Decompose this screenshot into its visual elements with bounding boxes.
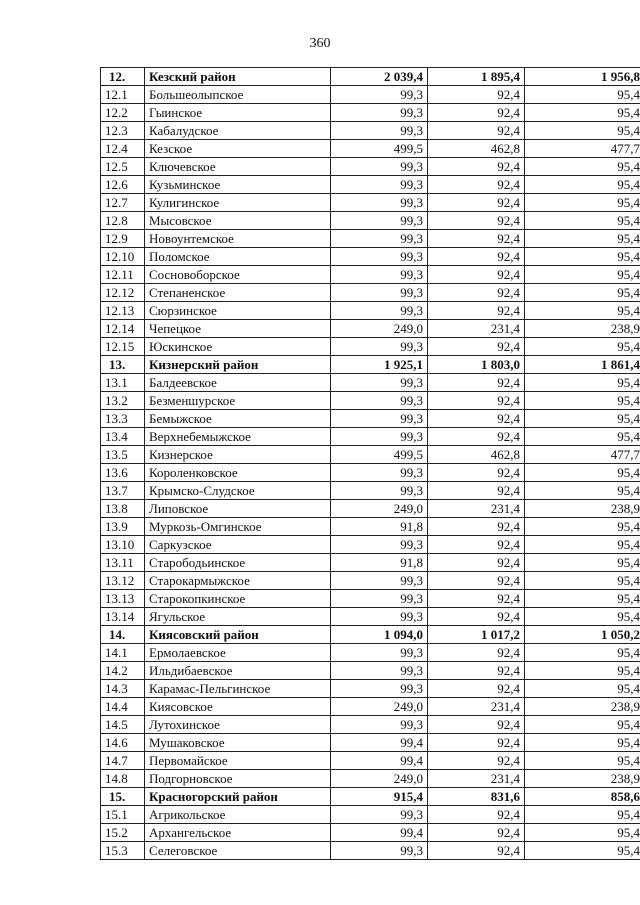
row-number: 12.14 (101, 320, 145, 338)
table-row (101, 158, 640, 176)
value-year-2: 92,4 (428, 554, 525, 572)
municipality-name: Липовское (145, 500, 331, 518)
municipality-name: Кузьминское (145, 176, 331, 194)
table-row (101, 176, 640, 194)
value-year-3: 1 861,4 (525, 356, 640, 374)
value-year-2: 92,4 (428, 410, 525, 428)
value-year-3: 95,4 (525, 590, 640, 608)
value-year-1: 99,3 (331, 680, 428, 698)
municipality-name: Саркузское (145, 536, 331, 554)
municipality-name: Кабалудское (145, 122, 331, 140)
value-year-2: 1 895,4 (428, 68, 525, 86)
municipality-name: Кизнерское (145, 446, 331, 464)
table-row (101, 140, 640, 158)
table-row (101, 248, 640, 266)
table-row (101, 842, 640, 860)
row-number: 13.10 (101, 536, 145, 554)
value-year-3: 95,4 (525, 428, 640, 446)
row-number: 12.1 (101, 86, 145, 104)
value-year-3: 95,4 (525, 482, 640, 500)
municipality-name: Мушаковское (145, 734, 331, 752)
value-year-1: 99,3 (331, 392, 428, 410)
value-year-1: 99,3 (331, 428, 428, 446)
value-year-3: 95,4 (525, 158, 640, 176)
value-year-2: 92,4 (428, 392, 525, 410)
value-year-2: 462,8 (428, 446, 525, 464)
value-year-3: 95,4 (525, 554, 640, 572)
municipality-name: Гыинское (145, 104, 331, 122)
table-row (101, 302, 640, 320)
municipality-name: Старокопкинское (145, 590, 331, 608)
value-year-2: 92,4 (428, 374, 525, 392)
row-number: 14.2 (101, 662, 145, 680)
row-number: 13.3 (101, 410, 145, 428)
row-number: 12.6 (101, 176, 145, 194)
value-year-3: 95,4 (525, 518, 640, 536)
row-number: 13.1 (101, 374, 145, 392)
table-row (101, 734, 640, 752)
value-year-1: 249,0 (331, 698, 428, 716)
row-number: 13.4 (101, 428, 145, 446)
value-year-2: 92,4 (428, 518, 525, 536)
value-year-2: 92,4 (428, 662, 525, 680)
value-year-1: 99,3 (331, 212, 428, 230)
municipality-name: Кулигинское (145, 194, 331, 212)
municipality-name: Кезский район (145, 68, 331, 86)
budget-table (100, 67, 640, 860)
value-year-1: 99,3 (331, 716, 428, 734)
value-year-2: 92,4 (428, 248, 525, 266)
row-number: 13. (101, 356, 145, 374)
row-number: 14.5 (101, 716, 145, 734)
row-number: 12.7 (101, 194, 145, 212)
value-year-1: 99,3 (331, 572, 428, 590)
value-year-3: 95,4 (525, 464, 640, 482)
table-row (101, 698, 640, 716)
municipality-name: Поломское (145, 248, 331, 266)
row-number: 12.12 (101, 284, 145, 302)
value-year-1: 99,3 (331, 302, 428, 320)
value-year-2: 1 017,2 (428, 626, 525, 644)
row-number: 15.2 (101, 824, 145, 842)
table-row (101, 536, 640, 554)
value-year-1: 91,8 (331, 554, 428, 572)
value-year-1: 499,5 (331, 140, 428, 158)
row-number: 12.11 (101, 266, 145, 284)
row-number: 13.7 (101, 482, 145, 500)
row-number: 12.4 (101, 140, 145, 158)
value-year-2: 92,4 (428, 680, 525, 698)
table-row (101, 824, 640, 842)
value-year-2: 92,4 (428, 572, 525, 590)
value-year-3: 95,4 (525, 194, 640, 212)
table-row (101, 338, 640, 356)
value-year-2: 92,4 (428, 302, 525, 320)
table-row (101, 212, 640, 230)
value-year-2: 92,4 (428, 608, 525, 626)
value-year-1: 915,4 (331, 788, 428, 806)
value-year-1: 99,4 (331, 734, 428, 752)
value-year-3: 95,4 (525, 410, 640, 428)
row-number: 12.2 (101, 104, 145, 122)
row-number: 14.6 (101, 734, 145, 752)
municipality-name: Подгорновское (145, 770, 331, 788)
table-row (101, 320, 640, 338)
row-number: 15.1 (101, 806, 145, 824)
municipality-name: Верхнебемыжское (145, 428, 331, 446)
row-number: 12.3 (101, 122, 145, 140)
municipality-name: Муркозь-Омгинское (145, 518, 331, 536)
municipality-name: Агрикольское (145, 806, 331, 824)
value-year-3: 95,4 (525, 806, 640, 824)
table-row (101, 806, 640, 824)
value-year-1: 249,0 (331, 320, 428, 338)
row-number: 13.6 (101, 464, 145, 482)
row-number: 14.8 (101, 770, 145, 788)
value-year-1: 99,3 (331, 842, 428, 860)
value-year-3: 1 050,2 (525, 626, 640, 644)
row-number: 12.5 (101, 158, 145, 176)
value-year-3: 95,4 (525, 662, 640, 680)
value-year-3: 95,4 (525, 248, 640, 266)
row-number: 15. (101, 788, 145, 806)
municipality-name: Короленковское (145, 464, 331, 482)
row-number: 14. (101, 626, 145, 644)
municipality-name: Кезское (145, 140, 331, 158)
table-row (101, 554, 640, 572)
value-year-2: 1 803,0 (428, 356, 525, 374)
value-year-2: 92,4 (428, 158, 525, 176)
table-row (101, 284, 640, 302)
value-year-3: 95,4 (525, 572, 640, 590)
value-year-3: 95,4 (525, 284, 640, 302)
value-year-1: 249,0 (331, 770, 428, 788)
table-row (101, 770, 640, 788)
value-year-1: 99,3 (331, 86, 428, 104)
municipality-name: Архангельское (145, 824, 331, 842)
value-year-2: 92,4 (428, 230, 525, 248)
municipality-name: Первомайское (145, 752, 331, 770)
value-year-3: 95,4 (525, 824, 640, 842)
table-row (101, 680, 640, 698)
municipality-name: Юскинское (145, 338, 331, 356)
value-year-2: 92,4 (428, 734, 525, 752)
municipality-name: Большеолыпское (145, 86, 331, 104)
municipality-name: Чепецкое (145, 320, 331, 338)
value-year-1: 99,3 (331, 230, 428, 248)
table-row (101, 194, 640, 212)
row-number: 12.9 (101, 230, 145, 248)
municipality-name: Бемыжское (145, 410, 331, 428)
value-year-3: 858,6 (525, 788, 640, 806)
value-year-1: 99,3 (331, 608, 428, 626)
value-year-2: 92,4 (428, 194, 525, 212)
table-row (101, 374, 640, 392)
table-row (101, 230, 640, 248)
row-number: 14.3 (101, 680, 145, 698)
table-row (101, 122, 640, 140)
value-year-1: 99,3 (331, 482, 428, 500)
row-number: 13.2 (101, 392, 145, 410)
municipality-name: Карамас-Пельгинское (145, 680, 331, 698)
value-year-3: 95,4 (525, 338, 640, 356)
value-year-3: 95,4 (525, 230, 640, 248)
value-year-2: 92,4 (428, 104, 525, 122)
value-year-2: 92,4 (428, 176, 525, 194)
municipality-name: Ключевское (145, 158, 331, 176)
municipality-name: Степаненское (145, 284, 331, 302)
municipality-name: Мысовское (145, 212, 331, 230)
municipality-name: Ягульское (145, 608, 331, 626)
row-number: 14.4 (101, 698, 145, 716)
value-year-3: 238,9 (525, 770, 640, 788)
value-year-1: 99,4 (331, 824, 428, 842)
value-year-3: 95,4 (525, 716, 640, 734)
municipality-name: Киясовский район (145, 626, 331, 644)
page-number: 360 (309, 36, 331, 51)
municipality-name: Сосновоборское (145, 266, 331, 284)
table-row (101, 428, 640, 446)
value-year-1: 1 925,1 (331, 356, 428, 374)
municipality-name: Ильдибаевское (145, 662, 331, 680)
municipality-name: Крымско-Слудское (145, 482, 331, 500)
value-year-3: 477,7 (525, 140, 640, 158)
value-year-2: 92,4 (428, 428, 525, 446)
value-year-2: 92,4 (428, 536, 525, 554)
municipality-name: Красногорский район (145, 788, 331, 806)
value-year-1: 99,3 (331, 464, 428, 482)
table-row (101, 266, 640, 284)
value-year-3: 95,4 (525, 302, 640, 320)
value-year-3: 95,4 (525, 86, 640, 104)
value-year-2: 92,4 (428, 338, 525, 356)
value-year-1: 499,5 (331, 446, 428, 464)
municipality-name: Старокармыжское (145, 572, 331, 590)
table-row (101, 500, 640, 518)
value-year-1: 99,3 (331, 266, 428, 284)
value-year-1: 91,8 (331, 518, 428, 536)
row-number: 15.3 (101, 842, 145, 860)
value-year-2: 231,4 (428, 698, 525, 716)
row-number: 13.13 (101, 590, 145, 608)
municipality-name: Безменшурское (145, 392, 331, 410)
district-row (101, 626, 640, 644)
value-year-2: 92,4 (428, 86, 525, 104)
table-row (101, 446, 640, 464)
value-year-2: 92,4 (428, 824, 525, 842)
municipality-name: Старободьинское (145, 554, 331, 572)
value-year-2: 231,4 (428, 500, 525, 518)
value-year-1: 99,3 (331, 806, 428, 824)
value-year-3: 95,4 (525, 266, 640, 284)
value-year-3: 95,4 (525, 752, 640, 770)
value-year-1: 249,0 (331, 500, 428, 518)
value-year-1: 99,3 (331, 536, 428, 554)
table-body (101, 68, 640, 860)
value-year-2: 92,4 (428, 644, 525, 662)
value-year-1: 99,3 (331, 176, 428, 194)
value-year-2: 462,8 (428, 140, 525, 158)
value-year-2: 92,4 (428, 266, 525, 284)
row-number: 13.8 (101, 500, 145, 518)
municipality-name: Сюрзинское (145, 302, 331, 320)
value-year-1: 99,3 (331, 194, 428, 212)
value-year-2: 92,4 (428, 482, 525, 500)
value-year-2: 92,4 (428, 284, 525, 302)
value-year-2: 831,6 (428, 788, 525, 806)
table-row (101, 572, 640, 590)
municipality-name: Ермолаевское (145, 644, 331, 662)
row-number: 13.9 (101, 518, 145, 536)
municipality-name: Новоунтемское (145, 230, 331, 248)
value-year-2: 92,4 (428, 464, 525, 482)
value-year-3: 95,4 (525, 608, 640, 626)
value-year-3: 95,4 (525, 644, 640, 662)
value-year-2: 231,4 (428, 770, 525, 788)
value-year-2: 92,4 (428, 590, 525, 608)
row-number: 13.11 (101, 554, 145, 572)
value-year-1: 99,3 (331, 662, 428, 680)
value-year-2: 92,4 (428, 212, 525, 230)
value-year-2: 92,4 (428, 842, 525, 860)
table-row (101, 662, 640, 680)
value-year-3: 95,4 (525, 122, 640, 140)
municipality-name: Кизнерский район (145, 356, 331, 374)
district-row (101, 68, 640, 86)
table-row (101, 752, 640, 770)
value-year-2: 92,4 (428, 122, 525, 140)
municipality-name: Селеговское (145, 842, 331, 860)
table-row (101, 518, 640, 536)
district-row (101, 788, 640, 806)
value-year-1: 99,4 (331, 752, 428, 770)
table-row (101, 590, 640, 608)
value-year-1: 99,3 (331, 338, 428, 356)
row-number: 12. (101, 68, 145, 86)
value-year-1: 99,3 (331, 248, 428, 266)
value-year-3: 238,9 (525, 698, 640, 716)
table-row (101, 104, 640, 122)
value-year-1: 99,3 (331, 410, 428, 428)
row-number: 13.5 (101, 446, 145, 464)
municipality-name: Лутохинское (145, 716, 331, 734)
value-year-3: 95,4 (525, 212, 640, 230)
value-year-2: 231,4 (428, 320, 525, 338)
row-number: 12.15 (101, 338, 145, 356)
row-number: 14.1 (101, 644, 145, 662)
table-row (101, 410, 640, 428)
table-row (101, 392, 640, 410)
value-year-3: 95,4 (525, 104, 640, 122)
value-year-1: 99,3 (331, 284, 428, 302)
value-year-3: 95,4 (525, 680, 640, 698)
value-year-1: 99,3 (331, 644, 428, 662)
municipality-name: Балдеевское (145, 374, 331, 392)
value-year-3: 1 956,8 (525, 68, 640, 86)
value-year-3: 238,9 (525, 320, 640, 338)
row-number: 12.10 (101, 248, 145, 266)
row-number: 13.12 (101, 572, 145, 590)
value-year-3: 95,4 (525, 392, 640, 410)
value-year-3: 95,4 (525, 842, 640, 860)
value-year-3: 95,4 (525, 374, 640, 392)
table-row (101, 482, 640, 500)
row-number: 13.14 (101, 608, 145, 626)
value-year-3: 238,9 (525, 500, 640, 518)
row-number: 12.8 (101, 212, 145, 230)
value-year-3: 477,7 (525, 446, 640, 464)
value-year-1: 99,3 (331, 122, 428, 140)
value-year-3: 95,4 (525, 536, 640, 554)
value-year-2: 92,4 (428, 806, 525, 824)
value-year-1: 2 039,4 (331, 68, 428, 86)
table-row (101, 86, 640, 104)
table-row (101, 644, 640, 662)
row-number: 14.7 (101, 752, 145, 770)
value-year-1: 99,3 (331, 590, 428, 608)
row-number: 12.13 (101, 302, 145, 320)
table-row (101, 464, 640, 482)
value-year-1: 1 094,0 (331, 626, 428, 644)
municipality-name: Киясовское (145, 698, 331, 716)
value-year-2: 92,4 (428, 716, 525, 734)
value-year-3: 95,4 (525, 734, 640, 752)
value-year-3: 95,4 (525, 176, 640, 194)
value-year-2: 92,4 (428, 752, 525, 770)
value-year-1: 99,3 (331, 158, 428, 176)
value-year-1: 99,3 (331, 374, 428, 392)
value-year-1: 99,3 (331, 104, 428, 122)
table-row (101, 608, 640, 626)
district-row (101, 356, 640, 374)
table-row (101, 716, 640, 734)
